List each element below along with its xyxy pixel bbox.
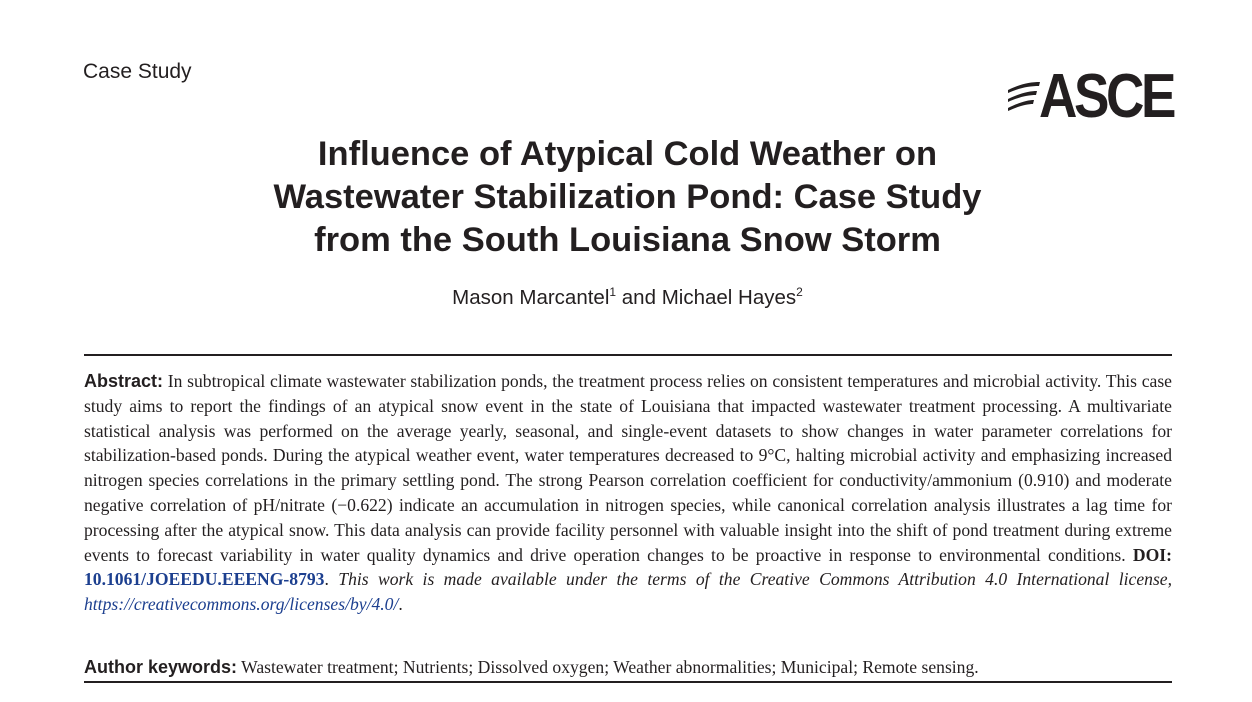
title-line: Wastewater Stabilization Pond: Case Study	[273, 178, 982, 216]
title-line: from the South Louisiana Snow Storm	[314, 221, 941, 259]
author-name: Mason Marcantel	[452, 286, 610, 309]
top-divider	[84, 354, 1172, 356]
author-name: Michael Hayes	[661, 286, 797, 309]
author-joiner: and	[616, 286, 662, 309]
abstract-label: Abstract:	[84, 371, 164, 391]
asce-logo-graphic	[1006, 62, 1175, 131]
author-keywords	[84, 655, 1172, 679]
asce-logo	[1006, 62, 1175, 131]
asce-logo-text: ASCE	[1039, 62, 1175, 131]
paper-title	[150, 133, 1105, 262]
abstract-body: In subtropical climate wastewater stabilization ponds, the treatment process relies on consistent temperatures and microbial activity. This case study aims to report the findings of an atypical snow event in the state of Louisiana that impacted wastewater treatment processing. A multivariate statistical analysis was performed on the average yearly, seasonal, and single-event datasets to show changes in water parameter correlations for stabilization-based ponds. During the atypical weather event, water temperatures decreased to 9°C, halting microbial activity and emphasizing increased nitrogen species correlations in the primary settling pond. The strong Pearson correlation coefficient for conductivity/ammonium (0.910) and moderate negative correlation of pH/nitrate (−0.622) indicate an accumulation in nitrogen species, while canonical correlation analysis illustrates a lag time for processing after the atypical snow. This data analysis can provide facility personnel with valuable insight into the shift of pond treatment during extreme events to forecast variability in water quality dynamics and drive operation changes to be proactive in response to environmental conditions.	[84, 371, 1172, 565]
keywords-text: Wastewater treatment; Nutrients; Dissolved oxygen; Weather abnormalities; Municipal; Remote sensing.	[241, 657, 979, 677]
section-label: Case Study	[83, 60, 192, 83]
abstract: Abstract: In subtropical climate wastewater stabilization ponds, the treatment process relies on consistent temperatures and microbial activity. This case study aims to report the findings of an atypical snow event in the state of Louisiana that impacted wastewater treatment processing. A multivariate statistical analysis was performed on the average yearly, seasonal, and single-event datasets to show changes in water parameter correlations for stabilization-based ponds. During the atypical weather event, water temperatures decreased to 9°C, halting microbial activity and emphasizing increased nitrogen species correlations in the primary settling pond. The strong Pearson correlation coefficient for conductivity/ammonium (0.910) and moderate negative correlation of pH/nitrate (−0.622) indicate an accumulation in nitrogen species, while canonical correlation analysis illustrates a lag time for processing after the atypical snow. This data analysis can provide facility personnel with valuable insight into the shift of pond treatment during extreme events to forecast variability in water quality dynamics and drive operation changes to be proactive in response to environmental conditions. DOI: 10.1061/JOEEDU.EEENG-8793. This work is made available under the terms of the Creative Commons Attribution 4.0 International license, https://creativecommons.org/licenses/by/4.0/.	[84, 371, 1173, 615]
author-list	[150, 286, 1105, 310]
author-affiliation: 1	[609, 285, 617, 300]
author-affiliation: 2	[796, 285, 803, 300]
doi-link[interactable]: 10.1061/JOEEDU.EEENG-8793	[84, 569, 325, 590]
keywords-label: Author keywords:	[84, 657, 238, 677]
title-line: Influence of Atypical Cold Weather on	[317, 135, 938, 173]
doi-label: DOI:	[1132, 544, 1172, 565]
license-link[interactable]: https://creativecommons.org/licenses/by/4.0/	[84, 594, 399, 615]
bottom-divider	[84, 681, 1172, 683]
license-text: This work is made available under the terms of the Creative Commons Attribution 4.0 International license,	[338, 569, 1173, 590]
